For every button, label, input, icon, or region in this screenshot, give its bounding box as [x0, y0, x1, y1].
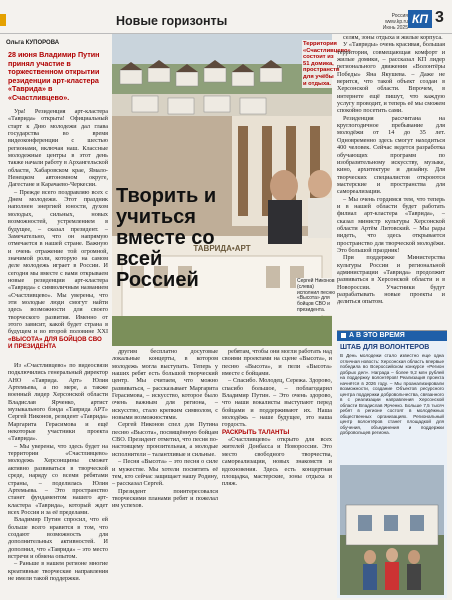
article-column-1b: [8, 362, 108, 596]
residence-aerial-photo: [112, 34, 332, 118]
article-column-2: [112, 348, 218, 596]
sidebar-bar: [337, 331, 447, 341]
paragraph: – Прежде всего поздравляю всех с Днем молодежи. Этот праздник наполнен энергией юности, духом молодых, сильных, новых возможностей, устремлением в будущее, – сказал президент. – Замечательно, что он напрямую отмечается в нашей стране. Важную и очень отражение той огромной, значимой роли, которую на самом деле молодежь играет в России. И сегодня мы вместе с вами открываем новые резиденции арт-кластера «Таврида» с символичным названием «Счастливцево». Мы уверены, что эти молодые люди смогут найти здесь возможности для своего творческого развития. Именно от этого зависит, какой будет страна в будущем и во второй половине XXI: [8, 188, 108, 334]
header-meta: [368, 13, 408, 31]
sidebar-bar-label: А В ЭТО ВРЕМЯ: [349, 332, 405, 339]
subheading-inline: РАСКРЫТЬ ТАЛАНТЫ: [222, 428, 290, 436]
paragraph: У «Тавриды» очень красивая, большая территория, совмещающая комфорт и жилые домики, – рассказал КП лидер регионального движения «Волонтёры Победы» Яна Якушева. – Даже не верится, что такой объект создан в Херсонской области. Впрочем, в интернете ещё пишут, что каждую услугу проводит, и теперь её мы сможем спокойно посетить сами.: [337, 41, 445, 115]
page-number: 3: [435, 9, 444, 26]
sidebar-photo: [340, 465, 444, 595]
photo-caption-side: Сергей Никонов (слева) исполнил песню «Высота» для бойцов СВО и президента.: [297, 278, 335, 313]
paragraph: другим бесплатно досуговые локальные концерты, в котором молодежь могла выступать. Теперь у наших ребят есть большой творческий центр. Мы считаем, что можно развиваться, – рассказывает Маргарита Герасимова, – искусство, которое было очень важным для региона, – искусство, стало крепким символом, с новыми возможностями.: [112, 348, 218, 422]
photo-caption-top: Территория «Счастливцево» состоит из 51 домика, пространств для учёбы и отдыха.: [303, 41, 351, 87]
article-column-1: [8, 108, 108, 334]
byline: Ольга КУПОРОВА: [6, 40, 60, 46]
section-title: Новые горизонты: [116, 14, 228, 28]
paragraph: Резиденция рассчитана на круглогодичное пребывание для молодёжи от 14 до 35 лет. Одновременно здесь смогут находиться 400 человек. Сейчас ведется разработка обучающих программ по изобразительному искусству, музыке, кино, архитектуре и дизайну. Для творческих специалистов откроются мастерские и пространства для самореализации.: [337, 114, 445, 196]
subheading: «ВЫСОТА» ДЛЯ БОЙЦОВ СВО И ПРЕЗИДЕНТА: [8, 336, 102, 351]
paragraph: Президент поинтересовался творческими планами ребят и пожелал им успехов.: [112, 487, 218, 510]
paragraph: – Спасибо. Молодец, Сережа. Здорово, спасибо большое, – поблагодарил Владимир Путин. – Это очень здорово, что наши вокалисты выступают перед бойцами и поддерживают их. Наша молодёжь – наше будущее, это наша гордость.: [222, 377, 332, 429]
paragraph: – Мы очень гордимся тем, что теперь и в нашей области будет работать филиал арт-кластера «Таврида», – сказал министр культуры Херсонской области Артём Литовский. – Мы рады видеть, что здесь открывается пространство для творческой молодёжи. Это большой праздник!: [337, 195, 445, 254]
sidebar-box: [337, 330, 447, 598]
paragraph: «Счастливцево» открыто для всех жителей Донбасса и Новороссии. Это место свободного творчества, самореализации, новых знакомств и вдохновения. Здесь есть концертная площадка, мастерские, зоны отдыха и пляж.: [222, 436, 332, 488]
paragraph: Ура! Резиденция арт-кластера «Таврида» открыта! Официальный старт к Дню молодежи дал глава государства во время видеоконференции с шестью регионами, включая наш. Классные молодежные центры в этот день также начали работу в Архангельской области, Хабаровском крае, Ямало-Ненецком автономном округе, Дагестане и Карачаево-Черкесии.: [8, 108, 108, 189]
paragraph: Из «Счастливцево» по видеосвязи подключились генеральный директор АНО «Таврида. Арт» Юлия Артемьева, а по мере, а также военный лидер Херсонской области Владислав Ярченко, артист музыкального бэнда «Таврида АРТ» Сергей Никонов, резидент «Таврида» Маргарита Герасимова и ещё некоторые участники проекта «Таврида».: [8, 362, 108, 443]
paragraph: Владимир Путин спросил, что ей больше всего нравится в том, что создают возможность для дополнительных активностей. И дополнил, что «Таврида» – это место встречи и обмена опытом.: [8, 516, 108, 560]
sidebar-body: В День молодежи стало известно еще одна отличная новость: Херсонская область впервые победила во Всероссийском конкурсе «Регион добрых дел». Награда – более 9,2 млн рублей на поддержку волонтёров! Реализация проекта начнётся в 2026 году. – Мы проанализировали возможности, создание Объектов ресурсного центра поддержки добровольчества, связанного в с реализации направления Херсонской области Владислав Ярченко. Больше 7,5 тысяч ребят в регионе состоят в молодёжных общественных организациях. Региональный центр волонтёров станет площадкой для обучения, объединения и поддержки добровольцев региона.: [340, 353, 444, 435]
header-meta-site: www.kp.ru: [384, 19, 408, 25]
building-sign: ТАВРИДА•АРТ: [193, 244, 251, 253]
paragraph: – Песня «Высота» – это песня о силе и мужестве. Мы хотели посвятить её тем, кто сейчас защищает нашу Родину, – рассказал Сергей.: [112, 458, 218, 488]
paragraph: Сергей Никонов спел для Путина песню «Высота», посвящённую бойцам СВО. Президент отметил, что песня по-настоящему пронзительная, а молодые исполнители – талантливые и сильные.: [112, 421, 218, 458]
paragraph: – Раньше в нашем регионе многие креативные творческие направления не имели такой поддержки.: [8, 560, 108, 582]
paragraph: При поддержке Министерства культуры России и региональной администрации «Таврида» продолжит развиваться в Херсонской области и в Новороссии. Участники будут разрабатывать новые проекты и делиться опытом.: [337, 254, 445, 306]
headline: Творить и учиться вместе со всей Россией: [116, 185, 217, 291]
header-meta-date: Июнь 2025: [382, 25, 408, 31]
section-accent-bar: [0, 14, 6, 26]
article-column-4: [337, 34, 445, 328]
paragraph: ребятам, чтобы они могли работать над своими проектами на сцене «Высота», и песню «Высота», и пели «Высота» вместе с бойцами.: [222, 348, 332, 378]
paragraph: – Мы уверены, что здесь будет на территории «Счастливцево» молодежь Херсонщины сможет активно развиваться в творческой среде, наряду со всеми ребятами страны, – поделилась Юлия Артемьева. – Это пространство станет фундаментом нашего арт-кластера «Таврида», который ждет всех Россия и за её пределами.: [8, 442, 108, 516]
header-meta-country: Россия: [391, 13, 408, 19]
page-header: [0, 0, 452, 34]
square-icon: [341, 333, 346, 338]
paragraph: селям, зоны отдыха и жилые корпуса.: [343, 34, 443, 41]
kp-logo: КП: [408, 10, 432, 28]
article-column-3: [222, 348, 332, 596]
lead-paragraph: 28 июня Владимир Путин принял участие в торжественном открытии резиденции арт-кластера «Таврида» в «Счастливцево».: [8, 50, 100, 102]
sidebar-title: ШТАБ ДЛЯ ВОЛОНТЕРОВ: [340, 344, 430, 351]
